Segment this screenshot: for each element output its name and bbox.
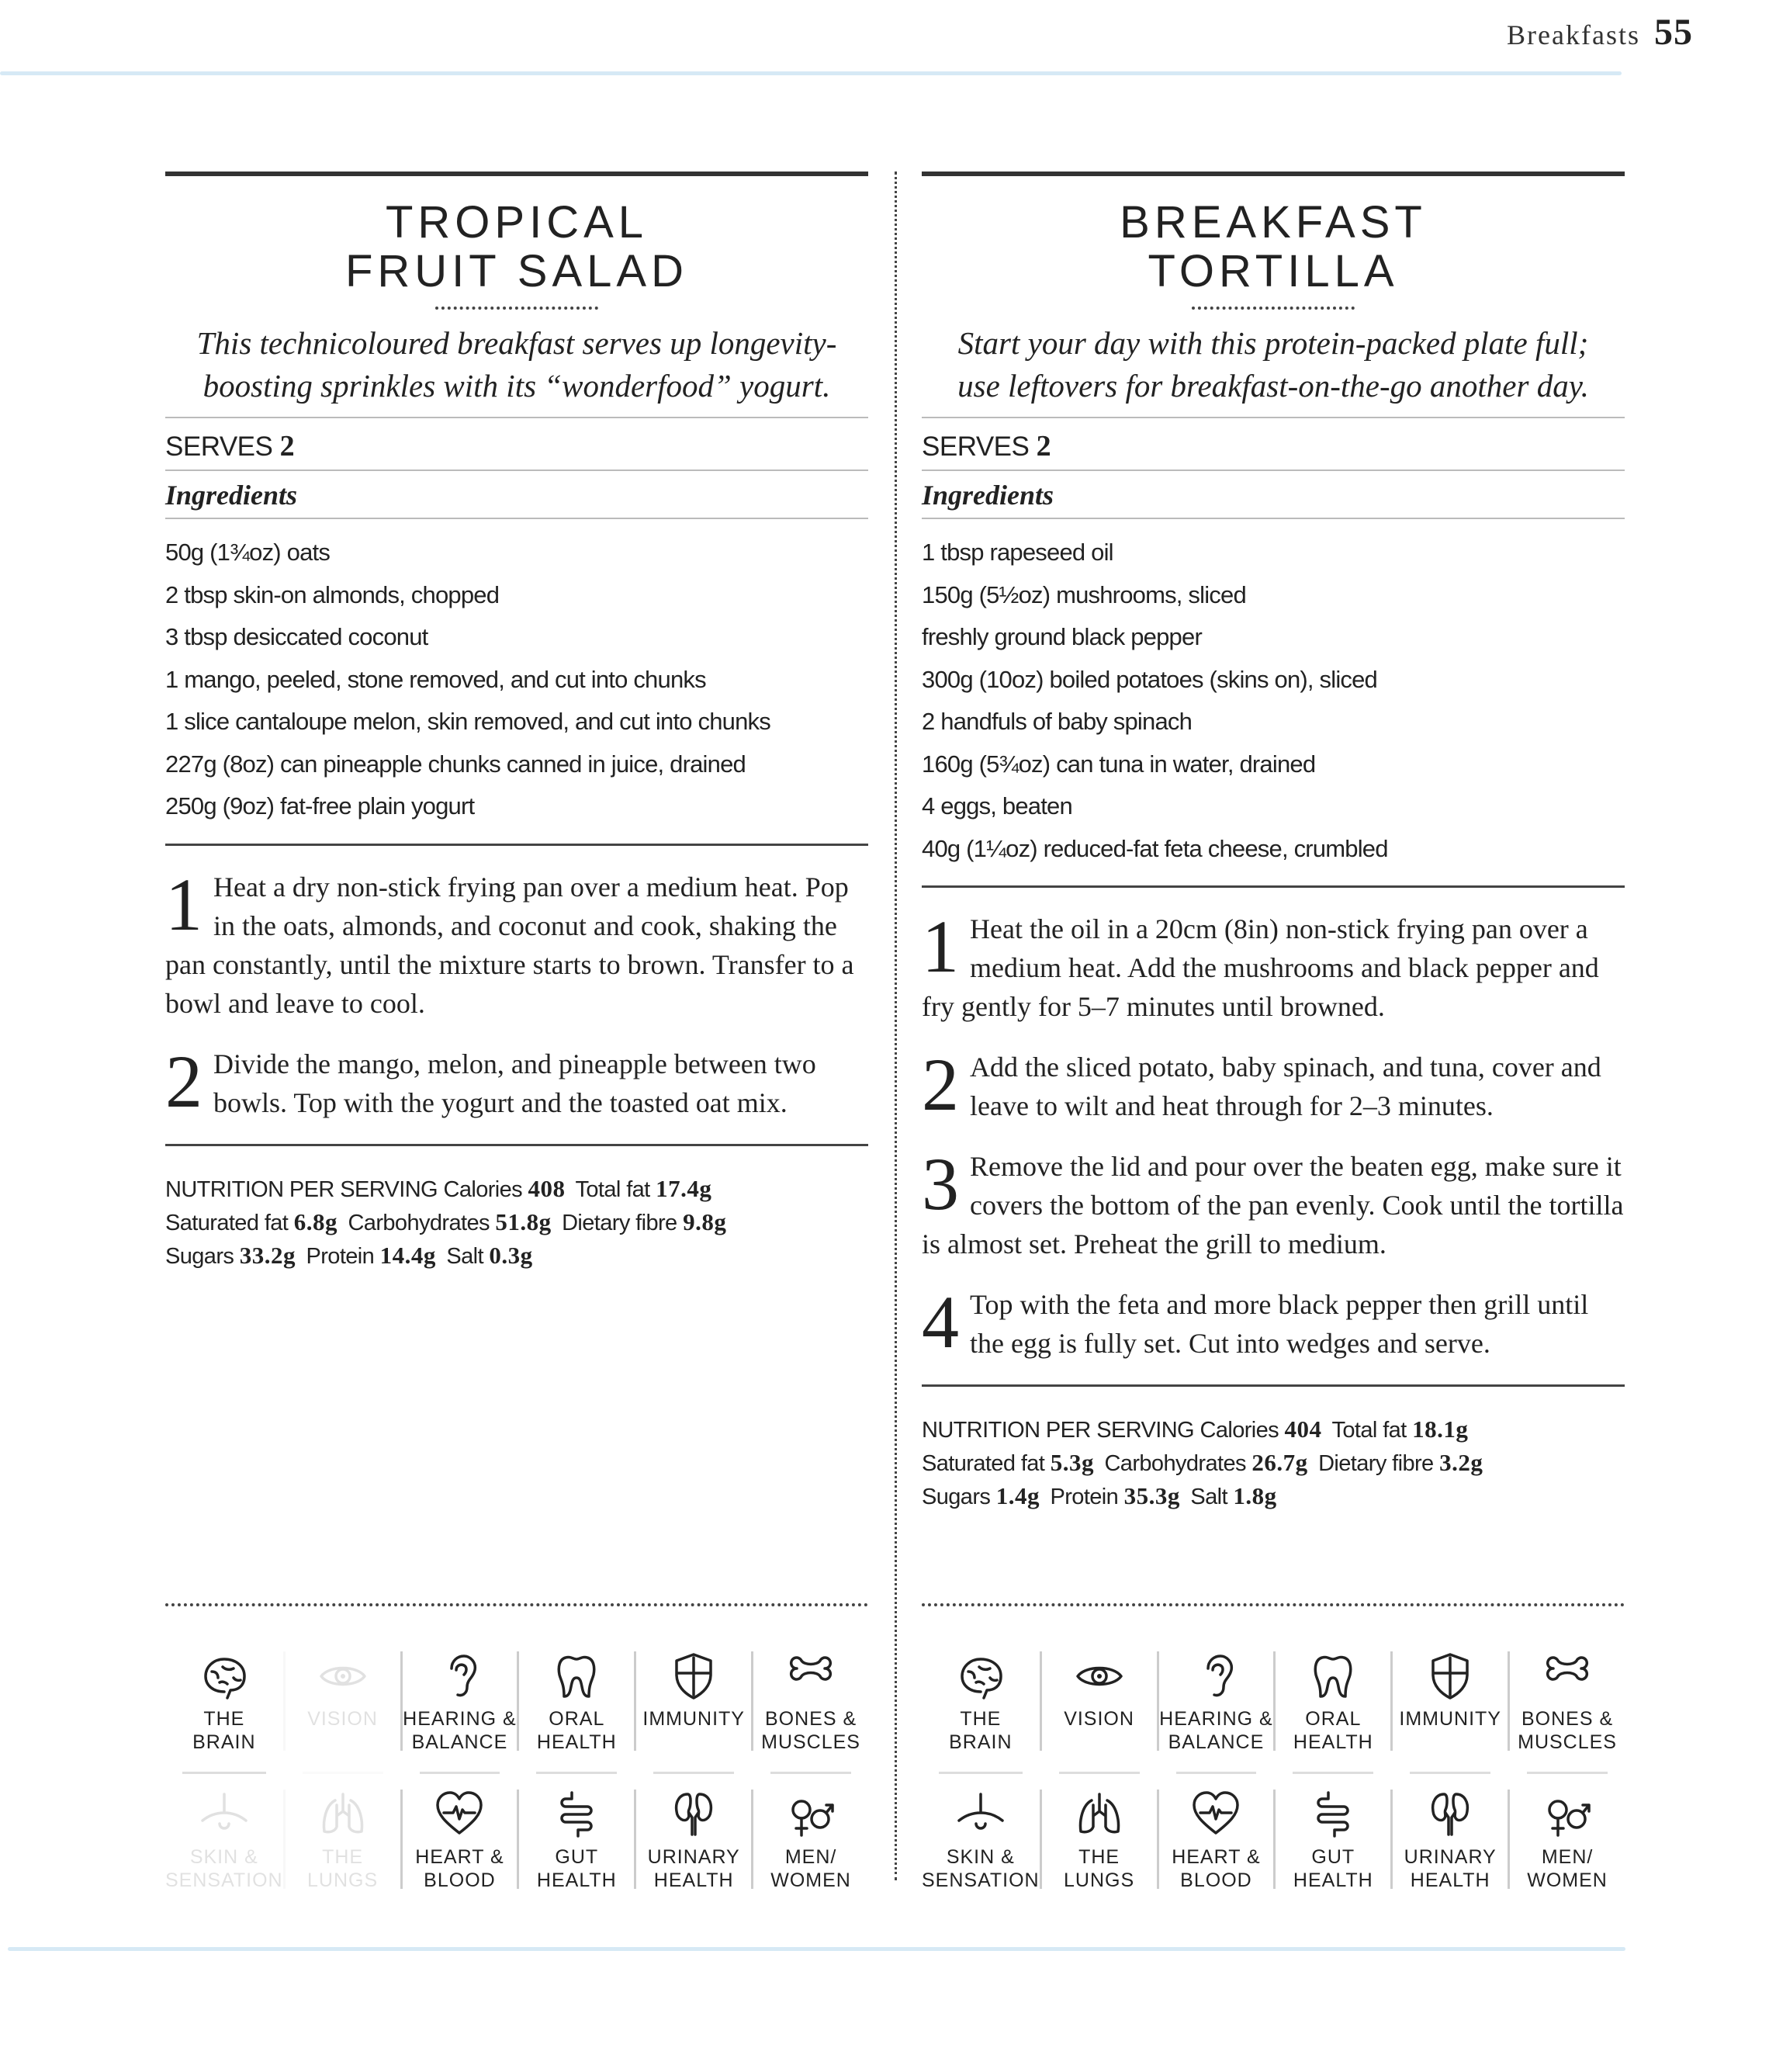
health-category [1157,1790,1274,1889]
health-category-label: VISION [1064,1708,1134,1730]
tooth-icon [519,1651,634,1701]
dotted-ornament [1192,307,1355,310]
nutrition-value: 33.2g [239,1241,296,1269]
ingredient-item: 150g (5½oz) mushrooms, sliced [922,580,1246,608]
nutrition-value: 26.7g [1251,1449,1308,1476]
nutrition-value: 404 [1284,1415,1322,1443]
nutrition-label: Total fat [1331,1418,1407,1443]
recipe-title [922,198,1625,296]
step-text: Heat the oil in a 20cm (8in) non-stick frying pan over a medium heat. Add the mushrooms and black pepper and fry gently for 5–7 minutes until browned. [922,913,1599,1022]
nutrition-value: 14.4g [379,1241,436,1269]
method-step [922,1043,1625,1126]
intro-line: This technicoloured breakfast serves up longevity- [196,325,837,361]
brain-icon [922,1651,1040,1701]
step-number: 1 [922,905,959,988]
health-category-label: GUT HEALTH [1293,1846,1373,1891]
gut-icon [519,1790,634,1839]
recipe-tropical-fruit-salad [165,172,868,1273]
intro-line: Start your day with this protein-packed plate full; [957,325,1589,361]
ear-icon [1159,1651,1274,1701]
eye-icon [286,1651,400,1701]
health-category-label: THE LUNGS [1063,1846,1135,1891]
title-rule [165,172,868,176]
method-step [922,1142,1625,1263]
page-number: 55 [1654,12,1693,53]
recipe-breakfast-tortilla [922,172,1625,1513]
health-category-label: HEART & BLOOD [1172,1846,1261,1891]
health-category-label: SKIN & SENSATION [922,1846,1040,1891]
method-step [922,905,1625,1026]
ingredient-item: 300g (10oz) boiled potatoes (skins on), sliced [922,665,1377,693]
gut-icon [1276,1790,1390,1839]
health-category [400,1651,518,1751]
nutrition-label: Salt [1190,1485,1227,1509]
method-steps [165,862,868,1146]
recipe-title [165,198,868,296]
nutrition-info [922,1413,1625,1513]
health-icon-grid [165,1651,868,1889]
section-name: Breakfasts [1507,19,1640,50]
nutrition-label: Dietary fibre [1318,1451,1434,1476]
health-category-label: THE BRAIN [949,1708,1013,1753]
shield-icon [636,1651,751,1701]
nutrition-label: Sugars [165,1243,234,1269]
step-number: 2 [922,1043,959,1126]
health-category [751,1651,868,1751]
health-category-label: IMMUNITY [1399,1708,1501,1730]
health-category [165,1651,283,1751]
nutrition-label: Calories [443,1176,523,1202]
nutrition-value: 17.4g [656,1174,712,1202]
ingredients-heading: Ingredients [165,471,868,519]
ingredient-item: 1 tbsp rapeseed oil [922,539,1113,566]
health-category-label: GUT HEALTH [536,1846,617,1891]
ingredients-list [165,519,868,846]
health-category-label: ORAL HEALTH [536,1708,617,1753]
serves-label: SERVES [165,431,273,462]
nutrition-label: Calories [1200,1418,1279,1443]
health-category [1157,1651,1274,1751]
health-category-label: THE LUNGS [306,1846,379,1891]
serves [165,418,868,471]
ingredient-item: 1 slice cantaloupe melon, skin removed, and cut into chunks [165,708,770,735]
serves-value: 2 [1036,430,1051,463]
method-step [165,1039,868,1123]
health-category [400,1790,518,1889]
nutrition-label: Saturated fat [165,1210,289,1235]
ingredients-heading: Ingredients [922,471,1625,519]
step-number: 3 [922,1142,959,1225]
nutrition-value: 18.1g [1412,1415,1469,1443]
health-category-label: BONES & MUSCLES [1518,1708,1617,1753]
health-category-label: SKIN & SENSATION [165,1846,283,1891]
title-line: FRUIT SALAD [344,246,688,296]
ingredient-item: 160g (5¾oz) can tuna in water, drained [922,750,1316,778]
ingredient-item: 3 tbsp desiccated coconut [165,623,428,650]
top-rule [0,71,1622,75]
health-category-label: HEARING & BALANCE [403,1708,517,1753]
bone-icon [1510,1651,1625,1701]
health-category-label: VISION [307,1708,378,1730]
nutrition-label: Dietary fibre [562,1210,677,1235]
step-number: 2 [165,1039,203,1123]
health-category-label: URINARY HEALTH [647,1846,740,1891]
health-category-label: ORAL HEALTH [1293,1708,1373,1753]
health-category [634,1790,751,1889]
health-category-label: HEARING & BALANCE [1159,1708,1273,1753]
recipe-intro [922,322,1625,418]
health-category [165,1790,283,1889]
recipe-intro [165,322,868,418]
health-icons-right [922,1603,1625,1889]
bottom-rule [8,1947,1625,1951]
gender-icon [1510,1790,1625,1839]
nutrition-value: 3.2g [1439,1449,1483,1476]
health-category-label: MEN/ WOMEN [770,1846,851,1891]
health-category [1040,1651,1157,1751]
nutrition-label: Carbohydrates [1104,1451,1246,1476]
step-number: 4 [922,1280,959,1363]
nutrition-label: Protein [306,1243,375,1269]
kidney-icon [1393,1790,1508,1839]
health-category [1273,1651,1390,1751]
health-category-label: IMMUNITY [642,1708,745,1730]
health-category-label: HEART & BLOOD [415,1846,504,1891]
health-icon-grid [922,1651,1625,1889]
ingredient-item: 40g (1¼oz) reduced-fat feta cheese, crumbled [922,834,1388,862]
step-text: Divide the mango, melon, and pineapple between two bowls. Top with the yogurt and the toasted oat mix. [213,1048,816,1118]
title-line: TROPICAL [385,197,649,248]
health-category [1040,1790,1157,1889]
health-category [751,1790,868,1889]
health-category-label: URINARY HEALTH [1404,1846,1497,1891]
health-category [517,1790,634,1889]
lungs-icon [1042,1790,1157,1839]
eye-icon [1042,1651,1157,1701]
nutrition-value: 0.3g [489,1241,533,1269]
ingredient-item: freshly ground black pepper [922,623,1202,650]
health-icons-left [165,1603,868,1889]
kidney-icon [636,1790,751,1839]
ingredient-item: 2 tbsp skin-on almonds, chopped [165,580,500,608]
method-step [165,862,868,1023]
health-category [1390,1790,1508,1889]
health-category [922,1790,1040,1889]
intro-line: boosting sprinkles with its “wonderfood” yogurt. [203,368,831,404]
ingredient-item: 50g (1¾oz) oats [165,539,331,566]
running-header [1507,11,1693,54]
skin-icon [922,1790,1040,1839]
method-steps [922,905,1625,1387]
ingredient-item: 4 eggs, beaten [922,792,1072,819]
health-category [1508,1651,1625,1751]
step-text: Remove the lid and pour over the beaten egg, make sure it covers the bottom of the pan evenly. Cook until the tortilla is almost set. Preheat the grill to medium. [922,1151,1624,1259]
nutrition-label: Saturated fat [922,1451,1045,1476]
ingredients-list [922,519,1625,888]
nutrition-value: 35.3g [1123,1482,1180,1509]
step-text: Top with the feta and more black pepper then grill until the egg is fully set. Cut into wedges and serve. [970,1289,1589,1359]
health-category [283,1651,400,1751]
health-category [283,1790,400,1889]
ingredient-item: 2 handfuls of baby spinach [922,708,1193,735]
title-line: TORTILLA [1148,246,1399,296]
nutrition-value: 1.8g [1233,1482,1277,1509]
intro-line: use leftovers for breakfast-on-the-go another day. [957,368,1589,404]
shield-icon [1393,1651,1508,1701]
lungs-icon [286,1790,400,1839]
column-divider [895,172,897,1880]
skin-icon [165,1790,283,1839]
nutrition-heading: NUTRITION PER SERVING [922,1418,1195,1443]
step-number: 1 [165,862,203,946]
health-category-label: THE BRAIN [192,1708,256,1753]
heart-icon [1159,1790,1274,1839]
title-rule [922,172,1625,176]
nutrition-heading: NUTRITION PER SERVING [165,1176,438,1202]
nutrition-label: Total fat [575,1176,650,1202]
nutrition-label: Protein [1050,1485,1119,1509]
dotted-ornament [435,307,598,310]
health-category [1390,1651,1508,1751]
health-category-label: MEN/ WOMEN [1527,1846,1608,1891]
step-text: Add the sliced potato, baby spinach, and tuna, cover and leave to wilt and heat through for 2–3 minutes. [970,1052,1601,1121]
serves-value: 2 [279,430,295,463]
nutrition-label: Sugars [922,1485,991,1509]
nutrition-label: Salt [446,1243,483,1269]
ingredient-item: 250g (9oz) fat-free plain yogurt [165,792,475,819]
gender-icon [753,1790,868,1839]
brain-icon [165,1651,283,1701]
ingredient-item: 227g (8oz) can pineapple chunks canned in juice, drained [165,750,746,778]
serves [922,418,1625,471]
nutrition-info [165,1173,868,1273]
nutrition-value: 1.4g [995,1482,1040,1509]
health-category [922,1651,1040,1751]
nutrition-value: 9.8g [683,1208,727,1235]
serves-label: SERVES [922,431,1030,462]
ingredient-item: 1 mango, peeled, stone removed, and cut into chunks [165,665,706,693]
step-text: Heat a dry non-stick frying pan over a medium heat. Pop in the oats, almonds, and coconut and cook, shaking the pan constantly, until the mixture starts to brown. Transfer to a bowl and leave to cool. [165,871,854,1019]
health-category [1273,1790,1390,1889]
bone-icon [753,1651,868,1701]
health-category [634,1651,751,1751]
method-step [922,1280,1625,1363]
nutrition-value: 5.3g [1050,1449,1094,1476]
heart-icon [403,1790,518,1839]
tooth-icon [1276,1651,1390,1701]
title-line: BREAKFAST [1120,197,1427,248]
nutrition-value: 6.8g [293,1208,338,1235]
health-category [517,1651,634,1751]
nutrition-value: 408 [528,1174,566,1202]
ear-icon [403,1651,518,1701]
health-category [1508,1790,1625,1889]
nutrition-value: 51.8g [495,1208,552,1235]
health-category-label: BONES & MUSCLES [761,1708,860,1753]
nutrition-label: Carbohydrates [348,1210,490,1235]
